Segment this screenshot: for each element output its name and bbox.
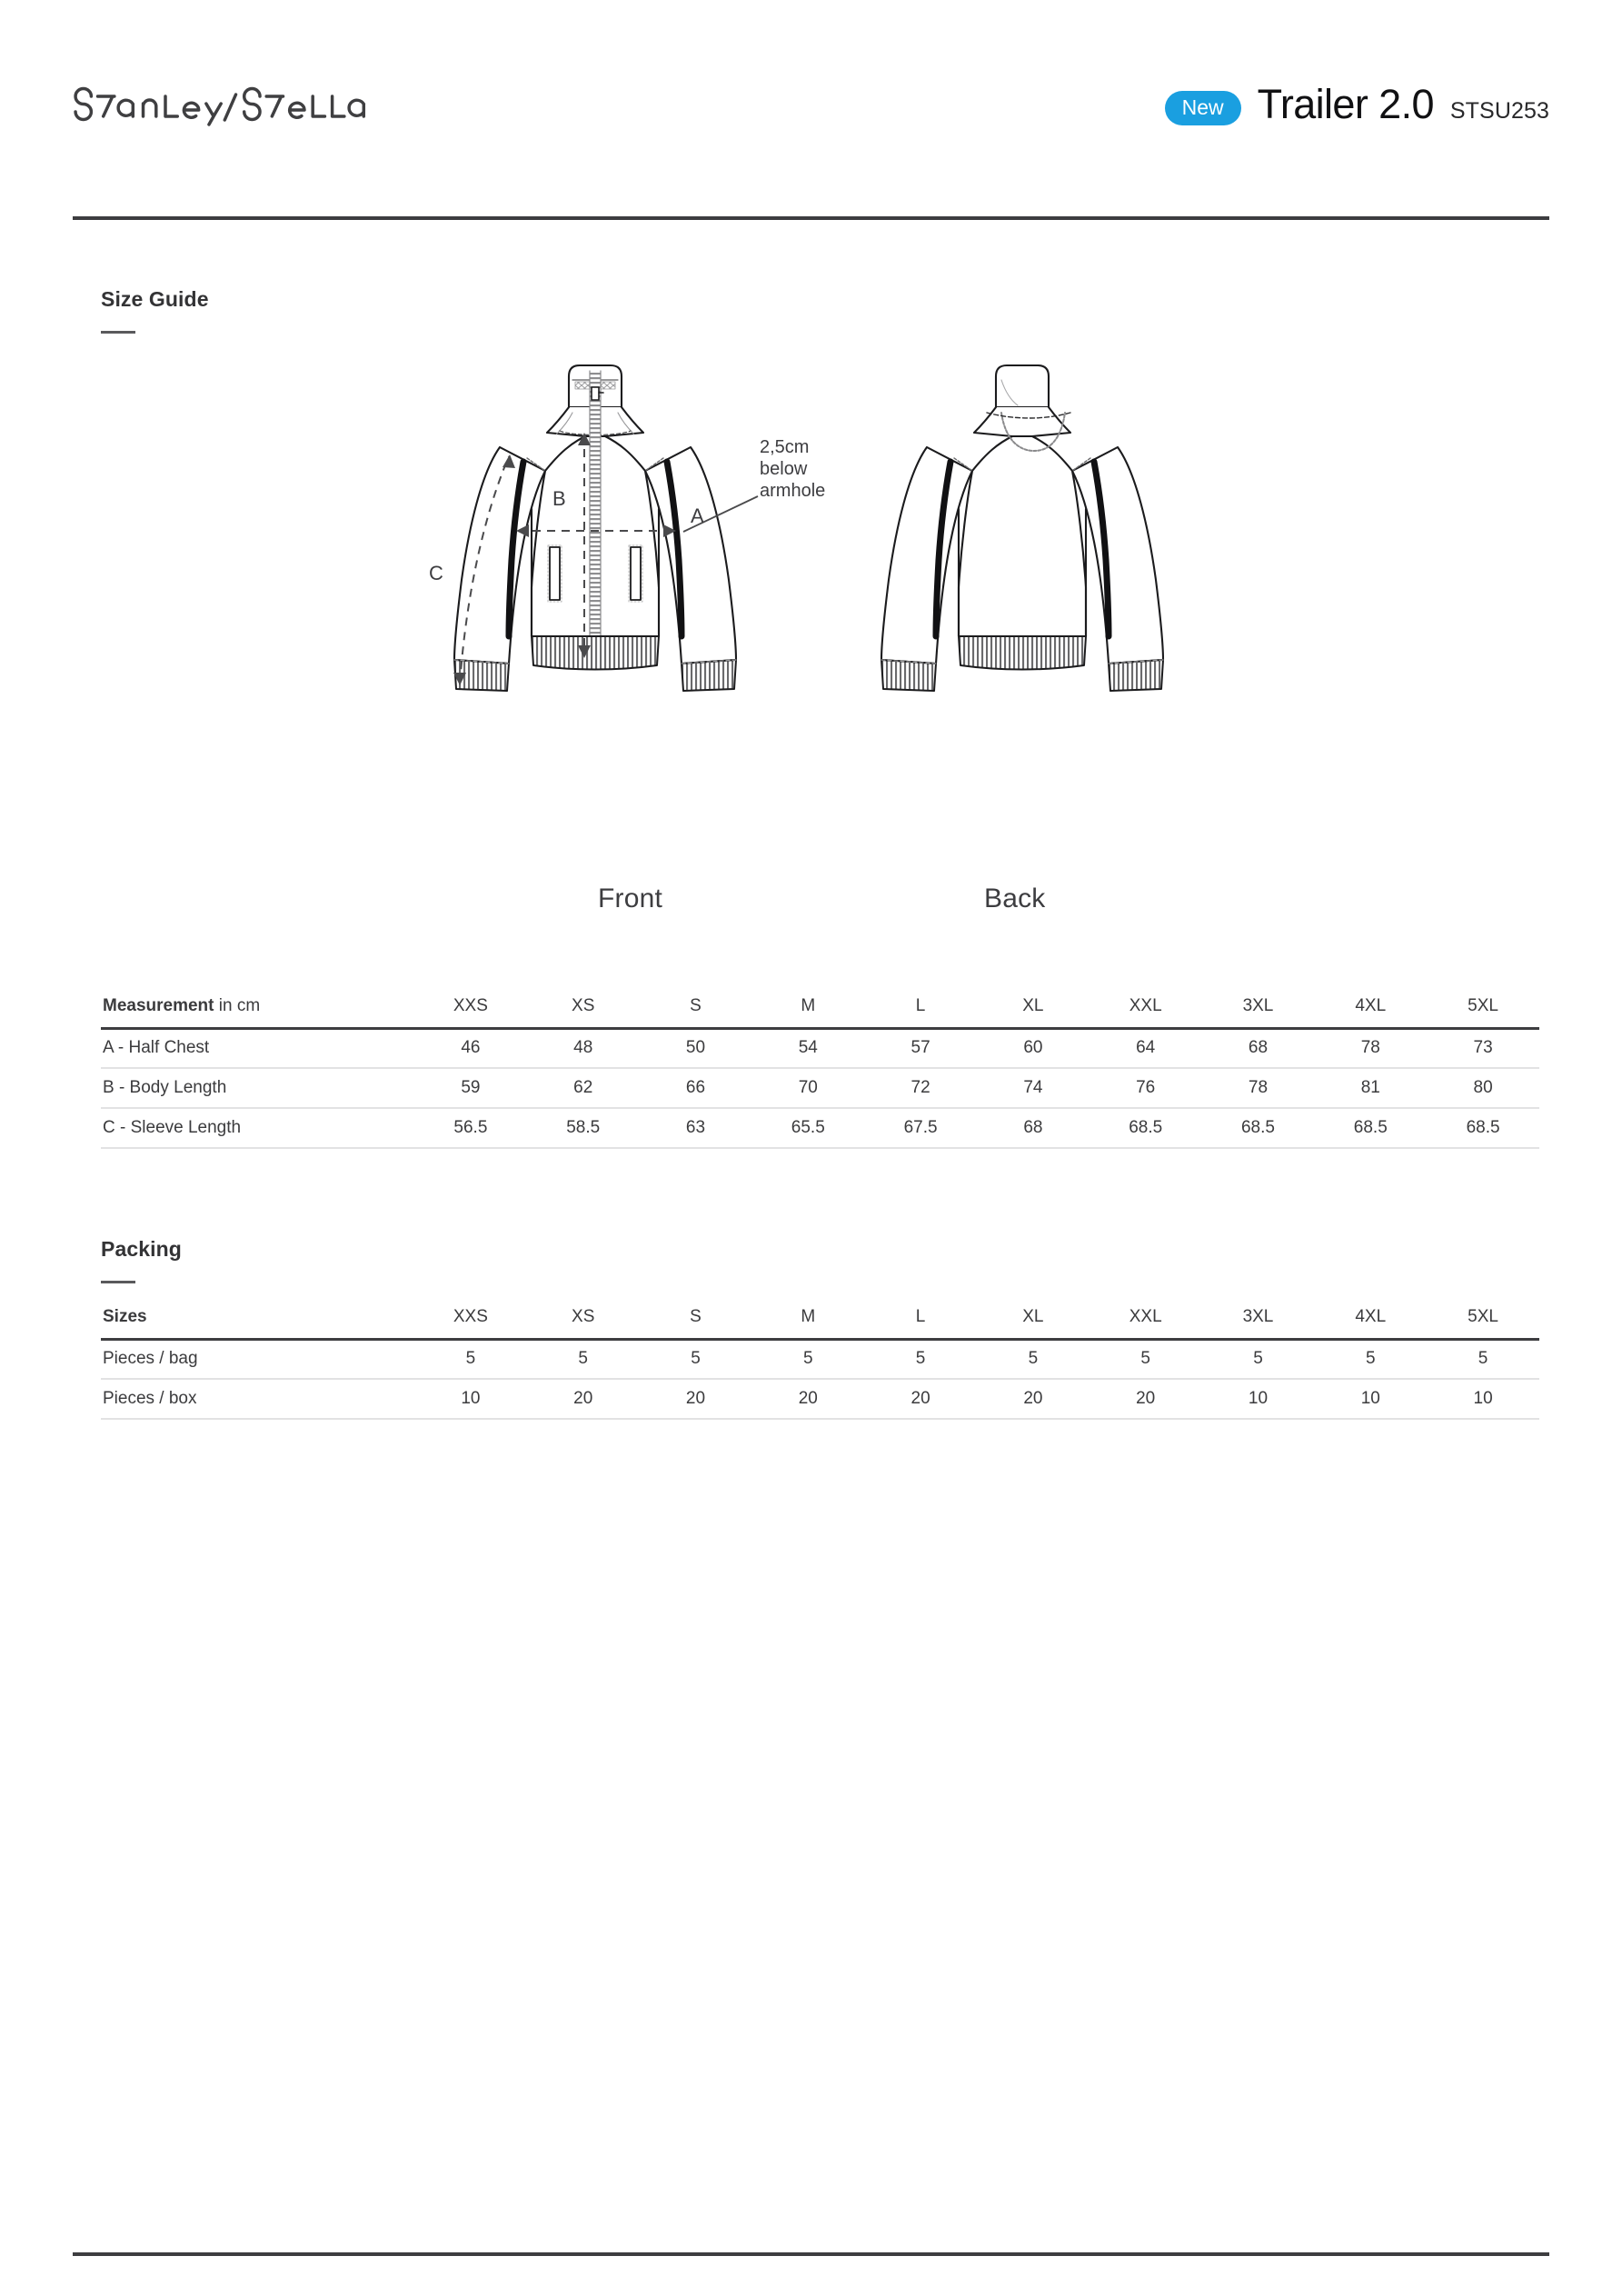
cell-body-length-xxl: 76	[1090, 1068, 1202, 1108]
cell-half-chest-s: 50	[640, 1028, 752, 1068]
packing-size-header-s: S	[640, 1297, 752, 1339]
cell-body-length-4xl: 81	[1314, 1068, 1427, 1108]
size-header-5xl: 5XL	[1427, 986, 1539, 1028]
packing-size-header-xl: XL	[977, 1297, 1090, 1339]
table-row	[101, 1028, 1539, 1068]
packing-table-title	[101, 1297, 414, 1339]
cell-half-chest-m: 54	[751, 1028, 864, 1068]
back-view-drawing	[881, 365, 1163, 691]
table-row	[101, 1108, 1539, 1148]
cell-sleeve-length-3xl: 68.5	[1202, 1108, 1315, 1148]
size-header-3xl: 3XL	[1202, 986, 1315, 1028]
row-label-sleeve-length: C - Sleeve Length	[101, 1108, 414, 1148]
cell-sleeve-length-xxs: 56.5	[414, 1108, 527, 1148]
measurement-table	[101, 986, 1539, 1149]
cell-body-length-5xl: 80	[1427, 1068, 1539, 1108]
cell-sleeve-length-xxl: 68.5	[1090, 1108, 1202, 1148]
cell-box-xxs: 10	[414, 1379, 527, 1419]
cell-box-3xl: 10	[1202, 1379, 1315, 1419]
measurement-table-title	[101, 986, 414, 1028]
row-label-pieces-per-bag: Pieces / bag	[101, 1339, 414, 1379]
packing-heading: Packing	[101, 1237, 182, 1261]
cell-bag-5xl: 5	[1427, 1339, 1539, 1379]
size-guide-underline	[101, 331, 135, 334]
packing-size-header-xs: XS	[527, 1297, 640, 1339]
stanley-stella-logo	[73, 85, 406, 127]
size-header-xxl: XXL	[1090, 986, 1202, 1028]
cell-half-chest-l: 57	[864, 1028, 977, 1068]
measurement-title-light: in cm	[214, 996, 261, 1016]
cell-sleeve-length-4xl: 68.5	[1314, 1108, 1427, 1148]
size-header-s: S	[640, 986, 752, 1028]
packing-size-header-3xl: 3XL	[1202, 1297, 1315, 1339]
cell-bag-xl: 5	[977, 1339, 1090, 1379]
garment-technical-drawing	[391, 336, 1254, 873]
cell-half-chest-xxl: 64	[1090, 1028, 1202, 1068]
cell-bag-4xl: 5	[1314, 1339, 1427, 1379]
size-header-4xl: 4XL	[1314, 986, 1427, 1028]
size-header-xxs: XXS	[414, 986, 527, 1028]
row-label-half-chest: A - Half Chest	[101, 1028, 414, 1068]
front-view-drawing	[454, 365, 736, 691]
cell-half-chest-5xl: 73	[1427, 1028, 1539, 1068]
cell-box-xs: 20	[527, 1379, 640, 1419]
new-badge: New	[1165, 91, 1241, 125]
packing-size-header-xxs: XXS	[414, 1297, 527, 1339]
table-header-row	[101, 986, 1539, 1028]
cell-half-chest-xxs: 46	[414, 1028, 527, 1068]
cell-body-length-m: 70	[751, 1068, 864, 1108]
header-divider	[73, 216, 1549, 220]
size-header-l: L	[864, 986, 977, 1028]
size-header-xs: XS	[527, 986, 640, 1028]
back-view-label: Back	[984, 883, 1046, 913]
cell-box-m: 20	[751, 1379, 864, 1419]
page-header	[73, 75, 1549, 138]
header-product-info	[1165, 81, 1549, 129]
cell-box-xxl: 20	[1090, 1379, 1202, 1419]
cell-box-l: 20	[864, 1379, 977, 1419]
packing-size-header-xxl: XXL	[1090, 1297, 1202, 1339]
cell-box-5xl: 10	[1427, 1379, 1539, 1419]
table-row	[101, 1379, 1539, 1419]
packing-title-bold: Sizes	[103, 1307, 147, 1327]
armhole-annotation-line2: below	[760, 459, 808, 479]
table-row	[101, 1339, 1539, 1379]
armhole-annotation-line1: 2,5cm	[760, 437, 810, 457]
footer-divider	[73, 2252, 1549, 2256]
product-code: STSU253	[1449, 98, 1549, 124]
front-view-label: Front	[598, 883, 663, 913]
cell-sleeve-length-m: 65.5	[751, 1108, 864, 1148]
cell-half-chest-xs: 48	[527, 1028, 640, 1068]
page-title: Trailer 2.0	[1257, 81, 1434, 127]
cell-body-length-xxs: 59	[414, 1068, 527, 1108]
armhole-annotation-line3: armhole	[760, 481, 826, 501]
packing-size-header-5xl: 5XL	[1427, 1297, 1539, 1339]
row-label-pieces-per-box: Pieces / box	[101, 1379, 414, 1419]
packing-size-header-4xl: 4XL	[1314, 1297, 1427, 1339]
cell-half-chest-3xl: 68	[1202, 1028, 1315, 1068]
size-header-xl: XL	[977, 986, 1090, 1028]
cell-sleeve-length-s: 63	[640, 1108, 752, 1148]
cell-bag-s: 5	[640, 1339, 752, 1379]
measurement-title-bold: Measurement	[103, 996, 214, 1016]
cell-bag-m: 5	[751, 1339, 864, 1379]
row-label-body-length: B - Body Length	[101, 1068, 414, 1108]
table-row	[101, 1068, 1539, 1108]
cell-bag-l: 5	[864, 1339, 977, 1379]
size-header-m: M	[751, 986, 864, 1028]
cell-sleeve-length-l: 67.5	[864, 1108, 977, 1148]
cell-body-length-l: 72	[864, 1068, 977, 1108]
cell-bag-xs: 5	[527, 1339, 640, 1379]
cell-sleeve-length-xs: 58.5	[527, 1108, 640, 1148]
cell-bag-xxl: 5	[1090, 1339, 1202, 1379]
cell-body-length-s: 66	[640, 1068, 752, 1108]
size-guide-heading: Size Guide	[101, 287, 209, 311]
measure-label-b: B	[552, 487, 566, 510]
cell-bag-3xl: 5	[1202, 1339, 1315, 1379]
packing-size-header-m: M	[751, 1297, 864, 1339]
packing-table	[101, 1297, 1539, 1420]
cell-body-length-xl: 74	[977, 1068, 1090, 1108]
measure-label-c: C	[429, 562, 443, 584]
measure-label-a: A	[691, 504, 704, 527]
cell-sleeve-length-xl: 68	[977, 1108, 1090, 1148]
cell-sleeve-length-5xl: 68.5	[1427, 1108, 1539, 1148]
packing-size-header-l: L	[864, 1297, 977, 1339]
cell-body-length-xs: 62	[527, 1068, 640, 1108]
table-header-row	[101, 1297, 1539, 1339]
cell-box-4xl: 10	[1314, 1379, 1427, 1419]
cell-half-chest-xl: 60	[977, 1028, 1090, 1068]
cell-body-length-3xl: 78	[1202, 1068, 1315, 1108]
packing-underline	[101, 1281, 135, 1283]
cell-bag-xxs: 5	[414, 1339, 527, 1379]
cell-box-xl: 20	[977, 1379, 1090, 1419]
cell-box-s: 20	[640, 1379, 752, 1419]
cell-half-chest-4xl: 78	[1314, 1028, 1427, 1068]
